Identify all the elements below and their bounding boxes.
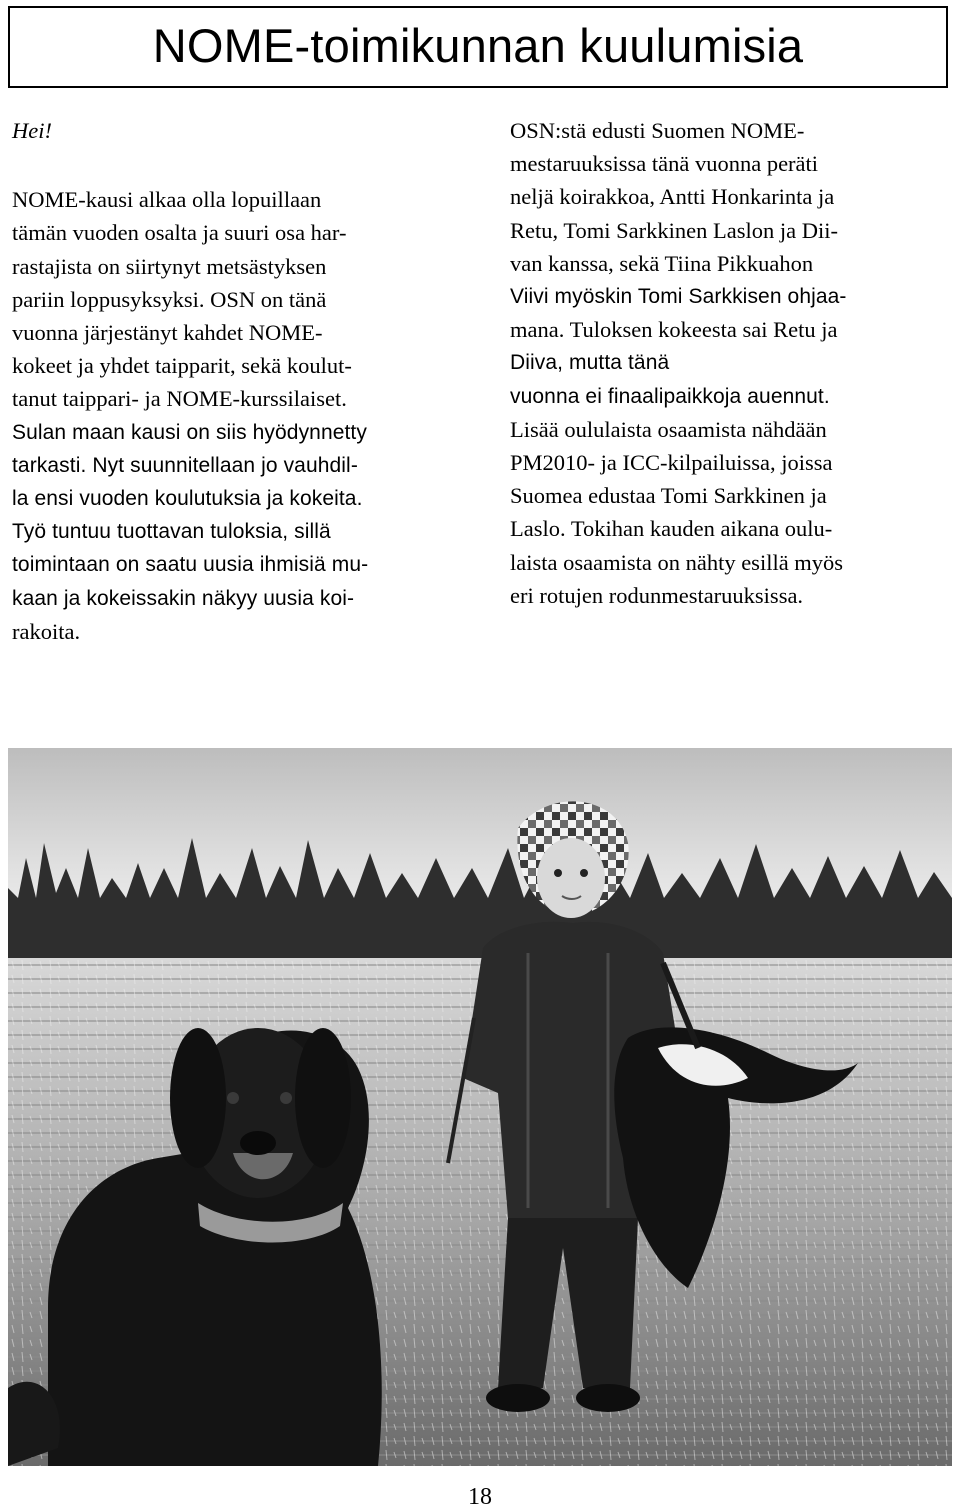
text-line: Sulan maan kausi on siis hyödynnetty <box>12 420 367 444</box>
text-line: rakoita. <box>12 618 81 644</box>
greeting: Hei! <box>12 118 52 143</box>
left-column <box>12 114 462 648</box>
text-line: mestaruuksissa tänä vuonna peräti <box>510 151 819 177</box>
photo-child-dog-field <box>8 748 952 1466</box>
right-column <box>510 114 955 612</box>
text-line: vuonna järjestänyt kahdet NOME- <box>12 320 323 346</box>
text-line: van kanssa, sekä Tiina Pikkuahon <box>510 250 814 276</box>
text-line: eri rotujen rodunmestaruuksissa. <box>510 582 804 608</box>
page-number: 18 <box>468 1484 492 1510</box>
text-line: Laslo. Tokihan kauden aikana oulu- <box>510 516 833 542</box>
text-line: neljä koirakkoa, Antti Honkarinta ja <box>510 184 835 210</box>
text-line: PM2010- ja ICC-kilpailuissa, joissa <box>510 450 833 476</box>
text-line: tämän vuoden osalta ja suuri osa har- <box>12 220 347 246</box>
text-line: laista osaamista on nähty esillä myös <box>510 549 844 575</box>
left-paragraph <box>12 183 462 648</box>
text-line: vuonna ei finaalipaikkoja auennut. <box>510 384 830 408</box>
text-line: kokeet ja yhdet taipparit, sekä koulut- <box>12 353 352 379</box>
text-line: Työ tuntuu tuottavan tuloksia, sillä <box>12 520 331 544</box>
text-line: rastajista on siirtynyt metsästyksen <box>12 253 327 279</box>
text-line: NOME-kausi alkaa olla lopuillaan <box>12 187 322 213</box>
page-title: NOME-toimikunnan kuulumisia <box>152 19 804 72</box>
text-line: Retu, Tomi Sarkkinen Laslon ja Dii- <box>510 217 838 243</box>
text-line: toimintaan on saatu uusia ihmisiä mu- <box>12 553 369 577</box>
text-line: Suomea edustaa Tomi Sarkkinen ja <box>510 483 827 509</box>
title-box <box>8 6 948 88</box>
text-line: OSN:stä edusti Suomen NOME- <box>510 118 805 143</box>
text-line: Lisää oululaista osaamista nähdään <box>510 416 827 442</box>
text-line: tanut taippari- ja NOME-kurssilaiset. <box>12 386 347 412</box>
text-line: Diiva, mutta tänä <box>510 351 670 375</box>
text-line: tarkasti. Nyt suunnitellaan jo vauhdil- <box>12 453 358 477</box>
text-line: kaan ja kokeissakin näkyy uusia koi- <box>12 586 355 610</box>
text-line: pariin loppusyksyksi. OSN on tänä <box>12 286 327 312</box>
text-line: mana. Tuloksen kokeesta sai Retu ja <box>510 317 838 343</box>
text-line: la ensi vuoden koulutuksia ja kokeita. <box>12 487 363 511</box>
right-paragraph <box>510 114 955 612</box>
text-line: Viivi myöskin Tomi Sarkkisen ohjaa- <box>510 285 847 309</box>
